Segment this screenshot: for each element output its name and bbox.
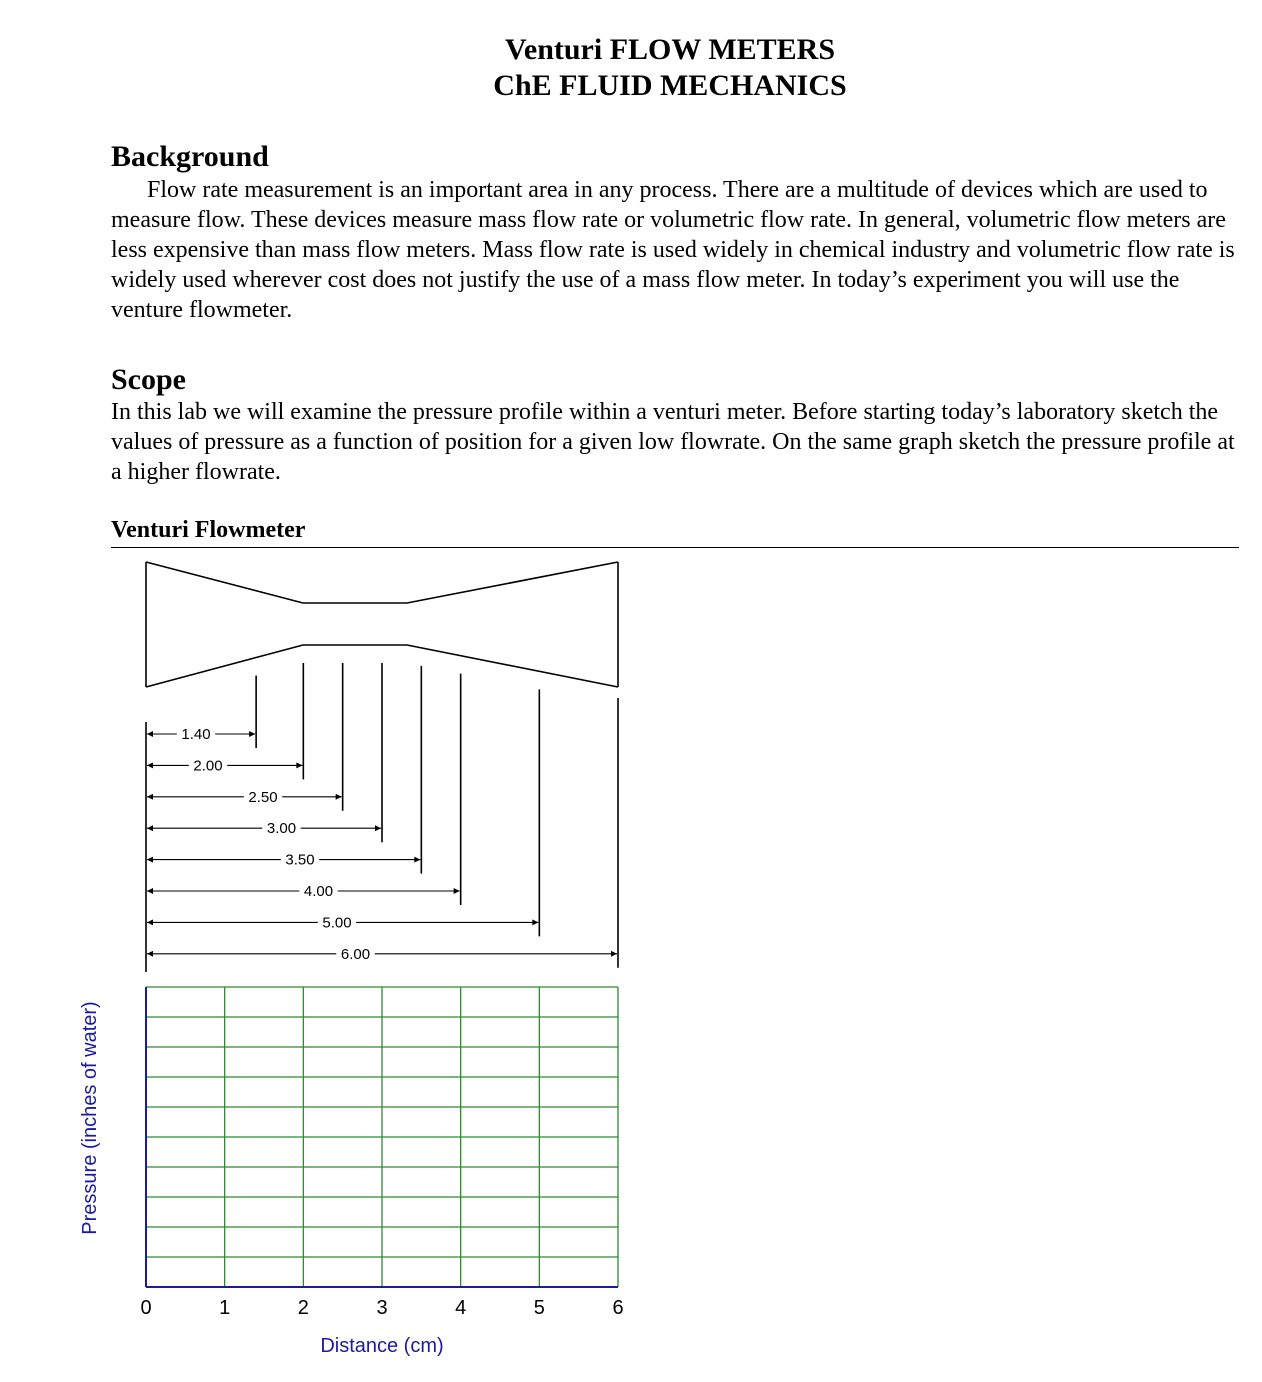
y-axis-label: Pressure (inches of water) <box>79 1001 101 1235</box>
dimension-label-2.50: 2.50 <box>248 788 278 806</box>
figure-heading: Venturi Flowmeter <box>111 517 306 543</box>
chart-grid <box>146 987 618 1287</box>
background-heading: Background <box>111 140 269 173</box>
dimension-label-5.00: 5.00 <box>322 914 352 932</box>
background-paragraph: Flow rate measurement is an important area in any process. There are a multitude of devices which are used to measure flow. These devices measure mass flow rate or volumetric flow rate. In general, volumetric flow meters are less expensive than mass flow meters. Mass flow rate is used widely in chemical industry and volumetric flow rate is widely used wherever cost does not justify the use of a mass flow meter. In today’s experiment you will use the venture flowmeter. <box>111 177 1235 323</box>
dimension-label-1.40: 1.40 <box>181 726 211 743</box>
scope-paragraph: In this lab we will examine the pressure profile within a venturi meter. Before starting today’s laboratory sketch the values of pressure as a function of position for a given low flowrate. On the same graph sketch the pressure profile at a higher flowrate. <box>111 399 1235 485</box>
upper-wall <box>146 562 618 603</box>
x-tick-label-1: 1 <box>219 1297 231 1319</box>
scope-heading: Scope <box>111 363 186 396</box>
dimension-label-6.00: 6.00 <box>340 945 371 963</box>
x-tick-label-2: 2 <box>297 1297 309 1319</box>
x-tick-label-4: 4 <box>455 1297 467 1319</box>
dimension-label-4.00: 4.00 <box>303 883 334 900</box>
dimension-label-3.00: 3.00 <box>266 820 297 838</box>
pressure-chart <box>79 987 624 1357</box>
dimension-label-2.00: 2.00 <box>193 757 223 775</box>
title-line-1: Venturi FLOW METERS <box>504 33 836 66</box>
x-tick-label-3: 3 <box>376 1297 388 1319</box>
title-line-2: ChE FLUID MECHANICS <box>493 69 847 102</box>
dimension-label-3.50: 3.50 <box>285 851 315 869</box>
x-tick-label-6: 6 <box>612 1297 624 1319</box>
x-tick-label-5: 5 <box>533 1297 545 1319</box>
x-axis-label: Distance (cm) <box>320 1335 444 1357</box>
x-tick-label-0: 0 <box>140 1297 152 1319</box>
